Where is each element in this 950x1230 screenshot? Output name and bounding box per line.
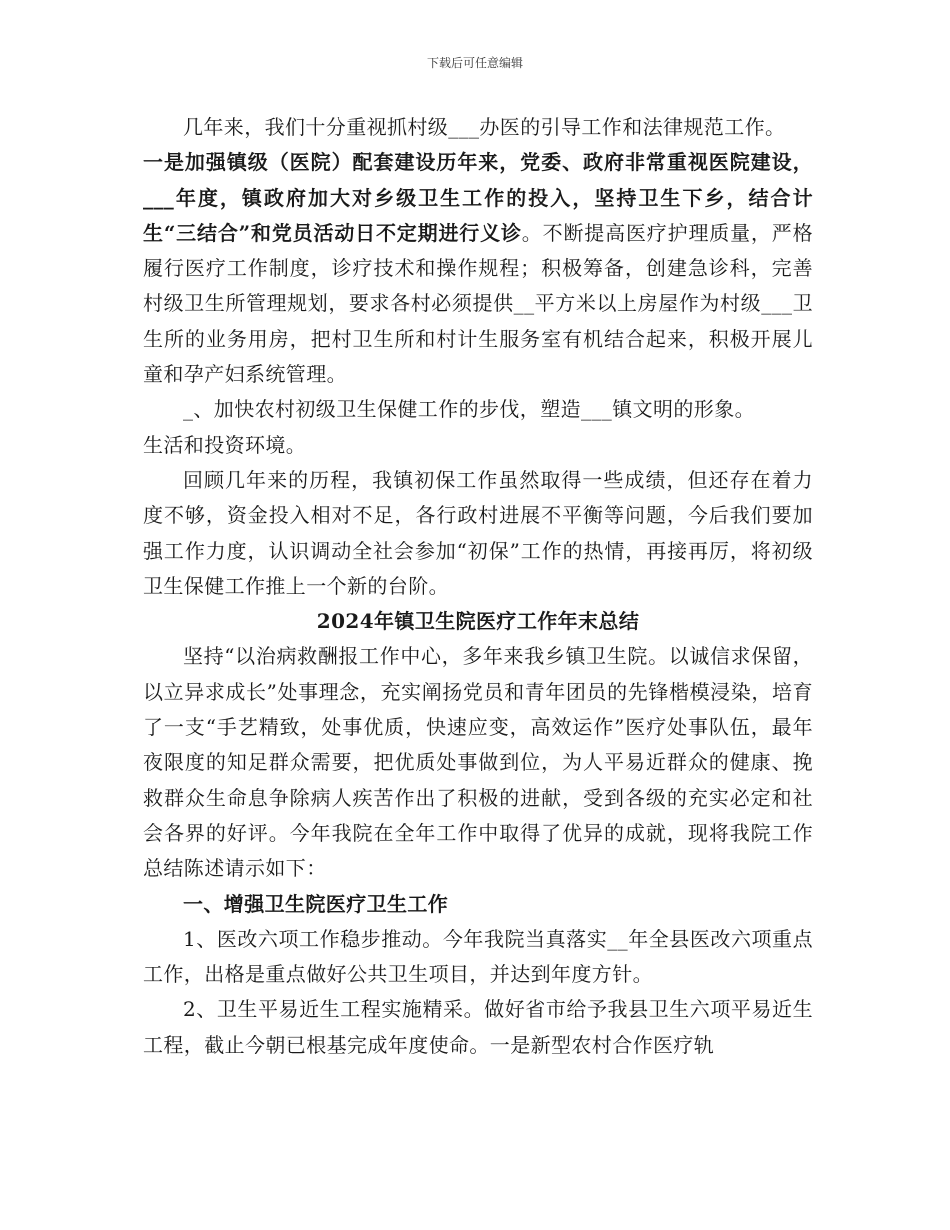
paragraph-reform: 1、医改六项工作稳步推动。今年我院当真落实__年全县医改六项重点工作，出格是重点做好公共卫生项目，并达到年度方针。 xyxy=(143,926,813,987)
section-heading-1: 一、增强卫生院医疗卫生工作 xyxy=(183,891,449,916)
page-header: 下载后可任意编辑 xyxy=(426,56,523,70)
paragraph-hospital-construction xyxy=(143,145,813,392)
document-body xyxy=(143,110,813,1063)
paragraph-rest: 。不断提高医疗护理质量，严格履行医疗工作制度，诊疗技术和操作规程；积极筹备，创建急诊科，完善村级卫生所管理规划，要求各村必须提供__平方米以上房屋作为村级___卫生所的业务用房，把村卫生所和村计生服务室有机结合起来，积极开展儿童和孕产妇系统管理。 xyxy=(143,220,813,387)
document-title: 2024年镇卫生院医疗工作年末总结 xyxy=(316,609,640,634)
paragraph-bold-lead: 一是加强镇级（医院）配套建设历年来，党委、政府非常重视医院建设，___年度，镇政府加大对乡级卫生工作的投入，坚持卫生下乡，结合计生“三结合”和党员活动日不定期进行义诊 xyxy=(143,150,813,245)
paragraph-intro: 几年来，我们十分重视抓村级___办医的引导工作和法律规范工作。 xyxy=(183,115,786,139)
paragraph-primary-care: _、加快农村初级卫生保健工作的步伐，塑造___镇文明的形象。 xyxy=(183,397,755,422)
paragraph-philosophy: 坚持“以治病救酬报工作中心，多年来我乡镇卫生院。以诚信求保留，以立异求成长”处事理念，充实阐扬党员和青年团员的先锋楷模浸染，培育了一支“手艺精致，处事优质，快速应变，高效运作”医疗处事队伍，最年夜限度的知足群众需要，把优质处事做到位，为人平易近群众的健康、挽救群众生命息争除病人疾苦作出了积极的进献，受到各级的充实必定和社会各界的好评。今年我院在全年工作中取得了优异的成就，现将我院工作总结陈述请示如下： xyxy=(143,644,813,881)
paragraph-livelihood: 2、卫生平易近生工程实施精采。做好省市给予我县卫生六项平易近生工程，截止今朝已根基完成年度使命。一是新型农村合作医疗轨 xyxy=(143,997,813,1057)
paragraph-review: 回顾几年来的历程，我镇初保工作虽然取得一些成绩，但还存在着力度不够，资金投入相对不足，各行政村进展不平衡等问题，今后我们要加强工作力度，认识调动全社会参加“初保”工作的热情，再接再厉，将初级卫生保健工作推上一个新的台阶。 xyxy=(143,467,813,598)
paragraph-environment: 生活和投资环境。 xyxy=(143,432,307,457)
